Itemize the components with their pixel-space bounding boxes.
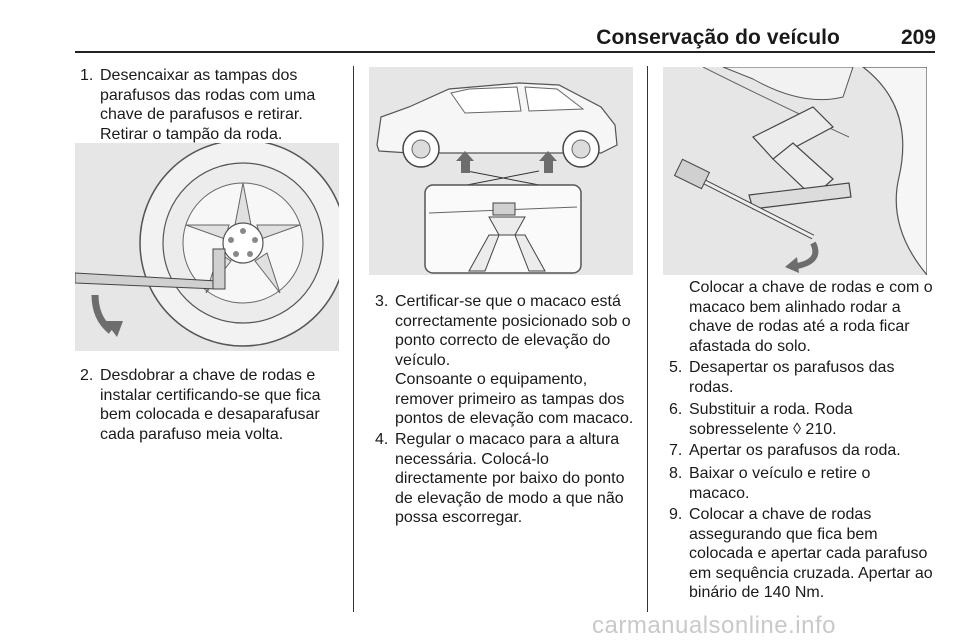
step-item — [669, 464, 933, 503]
step-item — [80, 366, 352, 444]
step-number: 1. — [80, 67, 94, 84]
step-number: 2. — [80, 367, 94, 384]
step-number: 7. — [669, 442, 683, 459]
step-number: 9. — [669, 506, 683, 523]
watermark: carmanualsonline.info — [592, 612, 836, 639]
vehicle-jack-points-illustration — [369, 67, 633, 275]
step-text: Desdobrar a chave de rodas e instalar certificando-se que fica bem colocada e desaparafusar cada parafuso meia volta. — [100, 367, 321, 443]
step-text: Desapertar os parafusos das rodas. — [689, 359, 895, 396]
step-text: Regular o macaco para a altura necessária. Colocá-lo directamente por baixo do ponto de elevação de modo a que não possa escorregar. — [395, 431, 625, 526]
step-text: Baixar o veículo e retire o macaco. — [689, 465, 871, 502]
step-number: 8. — [669, 465, 683, 482]
jack-crank-illustration — [663, 67, 927, 275]
step-number: 3. — [375, 293, 389, 310]
page-number: 209 — [900, 26, 936, 49]
step-text: Certificar-se que o macaco está correctamente posicionado sob o ponto correcto de elevação do veículo. — [395, 293, 631, 369]
step-text: Apertar os parafusos da roda. — [689, 442, 901, 459]
step-number: 4. — [375, 431, 389, 448]
wheel-with-wrench-illustration — [75, 143, 339, 351]
section-title: Conservação do veículo — [596, 26, 840, 49]
step-text: Substituir a roda. Roda sobresselente ◊ 210. — [689, 401, 853, 438]
step-item — [669, 441, 933, 461]
column-divider-right — [647, 66, 648, 612]
step-text: Colocar a chave de rodas assegurando que fica bem colocada e apertar cada parafuso em sequência cruzada. Apertar ao binário de 140 Nm. — [689, 506, 933, 601]
step-item — [669, 358, 933, 397]
step-number: 5. — [669, 359, 683, 376]
step-item — [80, 66, 342, 144]
step-number: 6. — [669, 401, 683, 418]
column-divider-left — [353, 66, 354, 612]
header-divider — [75, 51, 935, 53]
step-text: Desencaixar as tampas dos parafusos das rodas com uma chave de parafusos e retirar. Retirar o tampão da roda. — [100, 67, 316, 143]
step-item — [375, 292, 637, 370]
note-paragraph: Consoante o equipamento, remover primeiro as tampas dos pontos de elevação com macaco. — [395, 371, 634, 427]
step-item — [669, 505, 933, 603]
step-continuation-text: Colocar a chave de rodas e com o macaco bem alinhado rodar a chave de rodas até a roda ficar afastada do solo. — [689, 279, 933, 355]
step-item — [375, 430, 633, 528]
step-item — [669, 400, 933, 439]
